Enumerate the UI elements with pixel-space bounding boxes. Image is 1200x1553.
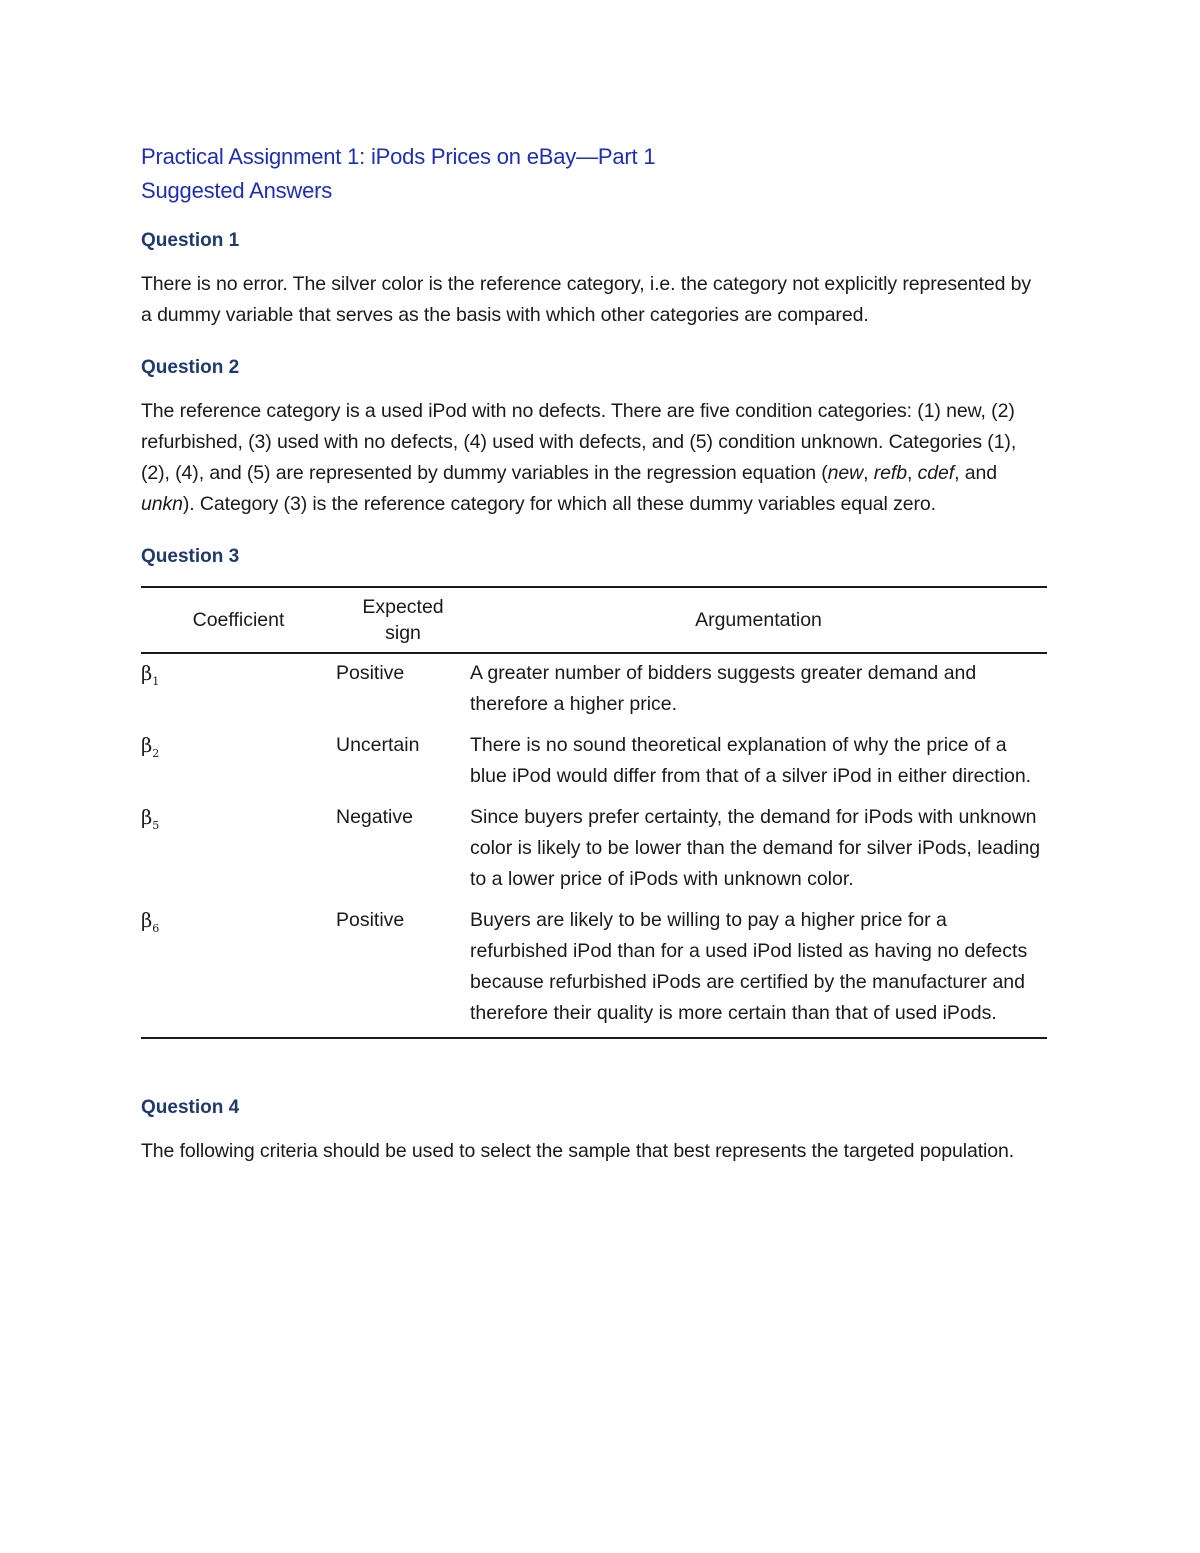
coefficient-table bbox=[141, 586, 1047, 1039]
argumentation-cell: Buyers are likely to be willing to pay a higher price for a refurbished iPod than for a used iPod listed as having no defects because refurbished iPods are certified by the manufacturer and therefore their quality is more certain than that of used iPods. bbox=[470, 909, 1028, 1024]
document-page bbox=[141, 140, 1047, 1167]
beta-symbol: β bbox=[141, 909, 153, 932]
var-new: new bbox=[827, 462, 864, 484]
question-3-heading: Question 3 bbox=[141, 546, 240, 567]
question-2-text-a: The reference category is a used iPod with no defects. There are five condition categories: (1) new, (2) refurbished, (3) used with no defects, (4) used with defects, and (5) condition unknown. Categories (1), (2), (4), and (5) are represented by dummy variables in the regression equation ( bbox=[141, 400, 1017, 484]
var-cdef: cdef bbox=[917, 462, 955, 484]
coefficient-cell bbox=[141, 726, 336, 798]
title-line-2: Suggested Answers bbox=[141, 178, 333, 203]
coefficient-cell bbox=[141, 653, 336, 726]
question-4-heading: Question 4 bbox=[141, 1097, 240, 1118]
coefficient-cell bbox=[141, 798, 336, 901]
question-4-answer: The following criteria should be used to select the sample that best represents the targeted population. bbox=[141, 1140, 1015, 1162]
question-2-text-b: ). Category (3) is the reference category for which all these dummy variables equal zero. bbox=[182, 493, 936, 515]
argumentation-cell: Since buyers prefer certainty, the demand for iPods with unknown color is likely to be lower than the demand for silver iPods, leading to a lower price of iPods with unknown color. bbox=[470, 806, 1041, 890]
separator: , and bbox=[954, 462, 997, 484]
header-sign-line-2: sign bbox=[385, 622, 421, 644]
coefficient-cell bbox=[141, 901, 336, 1038]
var-unkn: unkn bbox=[141, 493, 183, 515]
table-header-row bbox=[141, 587, 1047, 653]
header-argumentation: Argumentation bbox=[470, 587, 1047, 653]
header-expected-sign bbox=[336, 587, 470, 653]
question-1-answer: There is no error. The silver color is the reference category, i.e. the category not explicitly represented by a dummy variable that serves as the basis with which other categories are compared. bbox=[141, 273, 1032, 326]
beta-subscript: 6 bbox=[152, 921, 160, 935]
beta-symbol: β bbox=[141, 734, 153, 757]
beta-subscript: 5 bbox=[152, 818, 160, 832]
beta-symbol: β bbox=[141, 662, 153, 685]
question-2-heading: Question 2 bbox=[141, 357, 240, 378]
argumentation-cell: There is no sound theoretical explanation of why the price of a blue iPod would differ from that of a silver iPod in either direction. bbox=[470, 734, 1032, 787]
beta-symbol: β bbox=[141, 806, 153, 829]
table-row bbox=[141, 653, 1047, 726]
table-row bbox=[141, 726, 1047, 798]
sign-cell: Positive bbox=[336, 662, 405, 684]
header-coefficient: Coefficient bbox=[141, 587, 336, 653]
question-1-heading: Question 1 bbox=[141, 230, 240, 251]
var-refb: refb bbox=[873, 462, 907, 484]
sign-cell: Uncertain bbox=[336, 734, 420, 756]
header-sign-line-1: Expected bbox=[362, 596, 444, 618]
argumentation-cell: A greater number of bidders suggests greater demand and therefore a higher price. bbox=[470, 662, 977, 715]
beta-subscript: 1 bbox=[152, 674, 160, 688]
sign-cell: Positive bbox=[336, 909, 405, 931]
beta-subscript: 2 bbox=[152, 746, 160, 760]
title-line-1: Practical Assignment 1: iPods Prices on eBay—Part 1 bbox=[141, 144, 656, 169]
question-2-answer bbox=[141, 396, 1047, 520]
sign-cell: Negative bbox=[336, 806, 413, 828]
separator: , bbox=[906, 462, 918, 484]
table-row bbox=[141, 798, 1047, 901]
table-row bbox=[141, 901, 1047, 1038]
separator: , bbox=[863, 462, 874, 484]
document-title bbox=[141, 140, 1047, 208]
